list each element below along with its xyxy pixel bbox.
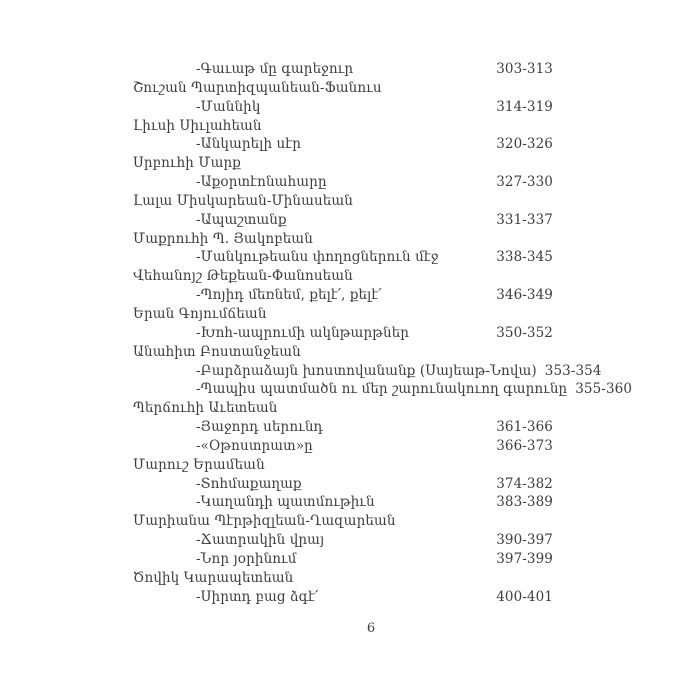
author-name: Լիւսի Սիւլահեան	[133, 117, 262, 134]
author-name: Լալա Միսկարեան-Մինասեան	[133, 192, 353, 209]
toc-title-row	[133, 211, 553, 230]
toc-title-row	[133, 475, 553, 494]
work-title: -Բարձրաձայն խոստովանանք (Սայեաթ-Նովա)	[196, 362, 537, 379]
work-title: -Պապիս պատմածն ու մեր շարունակուող գարունը	[196, 381, 568, 398]
page-range: 350-352	[496, 324, 553, 341]
toc-author-row	[133, 512, 553, 531]
toc-author-row	[133, 569, 553, 588]
toc-title-row	[133, 380, 633, 399]
author-name: Մաքրուհի Պ. Յակոբեան	[133, 230, 313, 247]
author-name: Մարուշ Երամեան	[133, 456, 265, 473]
page-range: 400-401	[496, 588, 553, 605]
work-title: -Կաղանդի պատմութիւն	[196, 494, 375, 511]
author-name: Անահիտ Բոստանջեան	[133, 343, 301, 360]
author-name: Պերճուհի Աւետեան	[133, 400, 278, 417]
toc-author-row	[133, 399, 553, 418]
page-range: 353-354	[544, 362, 602, 379]
page-number: 6	[366, 621, 376, 636]
toc-title-row	[133, 493, 553, 512]
toc-author-row	[133, 343, 553, 362]
toc-title-row	[133, 437, 553, 456]
toc-author-row	[133, 230, 553, 249]
work-title: -Յաջորդ սերունդ	[196, 419, 324, 436]
work-title: -Խոհ-ապրումի ակնթարթներ	[196, 324, 410, 341]
toc-title-row	[133, 324, 553, 343]
work-title: -Ապաշտանք	[196, 211, 287, 228]
toc-author-row	[133, 305, 553, 324]
work-title: -Աքօրտէոնահարը	[196, 174, 327, 191]
toc-title-row	[133, 550, 553, 569]
page-range: 355-360	[575, 381, 633, 398]
toc-title-row	[133, 60, 553, 79]
toc-title-row	[133, 588, 553, 607]
work-title: -Տոհմաքաղաք	[196, 475, 302, 492]
work-title: -Մանկութեանս փողոցներուն մէջ	[196, 249, 439, 266]
toc-title-row	[133, 135, 553, 154]
page-range: 397-399	[496, 550, 553, 567]
author-name: Ծովիկ Կարապետեան	[133, 569, 294, 586]
toc-title-row	[133, 531, 553, 550]
author-name: Մարիանա Պէրթիզլեան-Ղազարեան	[133, 513, 396, 530]
author-name: Վեհանոյշ Թեքեան-Փանոսեան	[133, 268, 353, 285]
toc-list	[133, 60, 633, 606]
page-range: 331-337	[496, 211, 553, 228]
author-name: Երան Գոյումճեան	[133, 305, 267, 322]
toc-title-row	[133, 418, 553, 437]
toc-title-row	[133, 362, 602, 381]
page-range: 366-373	[496, 437, 553, 454]
page-range: 314-319	[496, 98, 553, 115]
page-range: 390-397	[496, 532, 553, 549]
work-title: -Ճատրակին վրայ	[196, 532, 325, 549]
toc-title-row	[133, 286, 553, 305]
author-name: Սրբուհի Մարք	[133, 155, 241, 172]
page-range: 327-330	[496, 174, 553, 191]
page-range: 320-326	[496, 136, 553, 153]
toc-title-row	[133, 173, 553, 192]
page-range: 303-313	[496, 61, 553, 77]
page-range: 361-366	[496, 419, 553, 436]
work-title: -Նոր յօրինում	[196, 550, 297, 567]
page-range: 338-345	[496, 249, 553, 266]
toc-author-row	[133, 192, 553, 211]
page-range: 383-389	[496, 494, 553, 511]
work-title: -Պոյիդ մեռնեմ, քելէ՛, քելէ՛	[196, 287, 382, 304]
work-title: -Անկարելի սէր	[196, 136, 302, 153]
work-title: -Սիրտդ բաց ձգէ՛	[196, 588, 319, 605]
toc-author-row	[133, 456, 553, 475]
author-name: Շուշան Պարտիզպանեան-Ֆանուս	[133, 79, 382, 96]
toc-author-row	[133, 117, 553, 136]
toc-title-row	[133, 248, 553, 267]
work-title: -Մաննիկ	[196, 98, 261, 115]
toc-title-row	[133, 98, 553, 117]
toc-author-row	[133, 79, 553, 98]
page-range: 346-349	[496, 287, 553, 304]
toc-author-row	[133, 267, 553, 286]
page-range: 374-382	[496, 475, 553, 492]
toc-author-row	[133, 154, 553, 173]
work-title: -«Օթոստրատ»ը	[196, 437, 313, 454]
work-title: -Գաւաթ մը գարեջուր	[196, 61, 354, 77]
